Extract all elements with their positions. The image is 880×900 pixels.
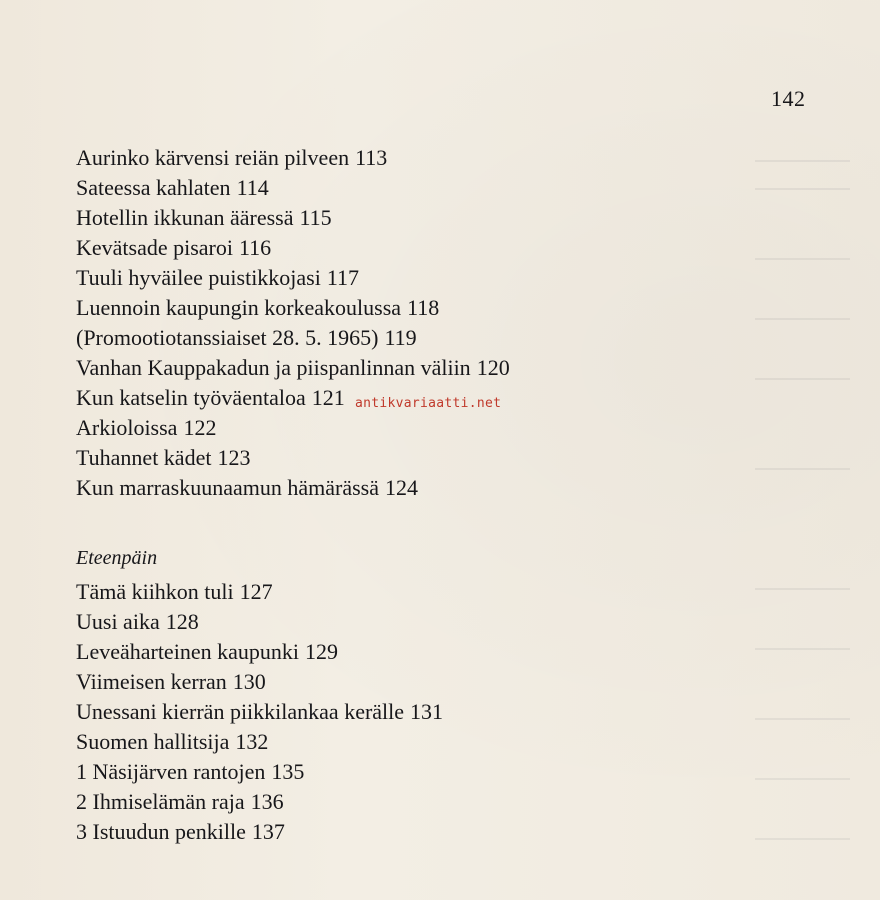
show-through-line xyxy=(755,258,850,260)
toc-entry xyxy=(76,264,359,292)
toc-entry xyxy=(76,668,266,696)
toc-entry xyxy=(76,234,271,262)
toc-entry xyxy=(76,758,304,786)
toc-entry-title: Luennoin kaupungin korkeakoulussa xyxy=(76,295,402,320)
toc-entry xyxy=(76,414,216,442)
toc-entry xyxy=(76,174,269,202)
toc-entry-title: Kun katselin työväentaloa xyxy=(76,385,306,410)
toc-entry-title: Suomen hallitsija xyxy=(76,729,230,754)
toc-entry-title: Kun marraskuunaamun hämärässä xyxy=(76,475,380,500)
toc-entry xyxy=(76,204,332,232)
toc-entry-page-number: 113 xyxy=(355,145,388,170)
toc-entry-title: (Promootiotanssiaiset 28. 5. 1965) xyxy=(76,325,379,350)
show-through-line xyxy=(755,318,850,320)
toc-entry-page-number: 137 xyxy=(251,819,285,844)
toc-entry xyxy=(76,144,387,172)
toc-entry-page-number: 120 xyxy=(476,355,510,380)
toc-entry xyxy=(76,788,284,816)
show-through-line xyxy=(755,378,850,380)
toc-entry-page-number: 117 xyxy=(326,265,360,290)
toc-entry xyxy=(76,638,338,666)
toc-entry-page-number: 121 xyxy=(311,385,345,410)
show-through-line xyxy=(755,588,850,590)
toc-entry xyxy=(76,728,268,756)
toc-entry-page-number: 114 xyxy=(236,175,269,200)
toc-entry-page-number: 123 xyxy=(217,445,251,470)
toc-entry-page-number: 135 xyxy=(271,759,305,784)
toc-entry-page-number: 127 xyxy=(239,579,273,604)
watermark: antikvariaatti.net xyxy=(355,396,502,411)
toc-entry-page-number: 115 xyxy=(299,205,332,230)
toc-entry-title: Hotellin ikkunan ääressä xyxy=(76,205,294,230)
show-through-line xyxy=(755,188,850,190)
toc-entry-page-number: 122 xyxy=(183,415,217,440)
show-through-line xyxy=(755,468,850,470)
section-heading: Eteenpäin xyxy=(76,547,158,569)
show-through-line xyxy=(755,160,850,162)
toc-entry-title: Tämä kiihkon tuli xyxy=(76,579,234,604)
toc-entry-page-number: 136 xyxy=(250,789,284,814)
show-through-line xyxy=(755,778,850,780)
toc-entry-page-number: 116 xyxy=(239,235,272,260)
toc-entry-page-number: 118 xyxy=(407,295,440,320)
toc-entry-page-number: 119 xyxy=(384,325,417,350)
toc-entry-page-number: 124 xyxy=(385,475,419,500)
toc-entry xyxy=(76,444,250,472)
toc-entry xyxy=(76,698,443,726)
toc-entry-title: Tuuli hyväilee puistikkojasi xyxy=(76,265,321,290)
toc-entry-title: Viimeisen kerran xyxy=(76,669,227,694)
toc-entry-title: 2 Ihmiselämän raja xyxy=(76,789,245,814)
toc-entry xyxy=(76,608,199,636)
toc-entry-page-number: 129 xyxy=(304,639,338,664)
toc-entry-title: Uusi aika xyxy=(76,609,160,634)
toc-entry-title: Tuhannet kädet xyxy=(76,445,212,470)
toc-entry xyxy=(76,384,345,412)
toc-entry-title: 3 Istuudun penkille xyxy=(76,819,246,844)
toc-entry xyxy=(76,578,273,606)
toc-entry xyxy=(76,354,510,382)
toc-entry xyxy=(76,474,418,502)
page-number: 142 xyxy=(771,86,806,111)
toc-entry xyxy=(76,818,285,846)
toc-entry-title: Aurinko kärvensi reiän pilveen xyxy=(76,145,350,170)
toc-entry-page-number: 131 xyxy=(410,699,444,724)
toc-entry-title: Unessani kierrän piikkilankaa kerälle xyxy=(76,699,405,724)
show-through-line xyxy=(755,648,850,650)
toc-entry-page-number: 128 xyxy=(165,609,199,634)
toc-entry-page-number: 132 xyxy=(235,729,269,754)
toc-entry-title: Leveäharteinen kaupunki xyxy=(76,639,299,664)
toc-entry-title: Vanhan Kauppakadun ja piispanlinnan väliin xyxy=(76,355,471,380)
toc-entry xyxy=(76,324,417,352)
toc-entry-title: Sateessa kahlaten xyxy=(76,175,231,200)
toc-entry-title: Arkioloissa xyxy=(76,415,178,440)
show-through-line xyxy=(755,718,850,720)
show-through-line xyxy=(755,838,850,840)
toc-entry xyxy=(76,294,439,322)
toc-entry-page-number: 130 xyxy=(232,669,266,694)
toc-entry-title: 1 Näsijärven rantojen xyxy=(76,759,266,784)
toc-entry-title: Kevätsade pisaroi xyxy=(76,235,233,260)
